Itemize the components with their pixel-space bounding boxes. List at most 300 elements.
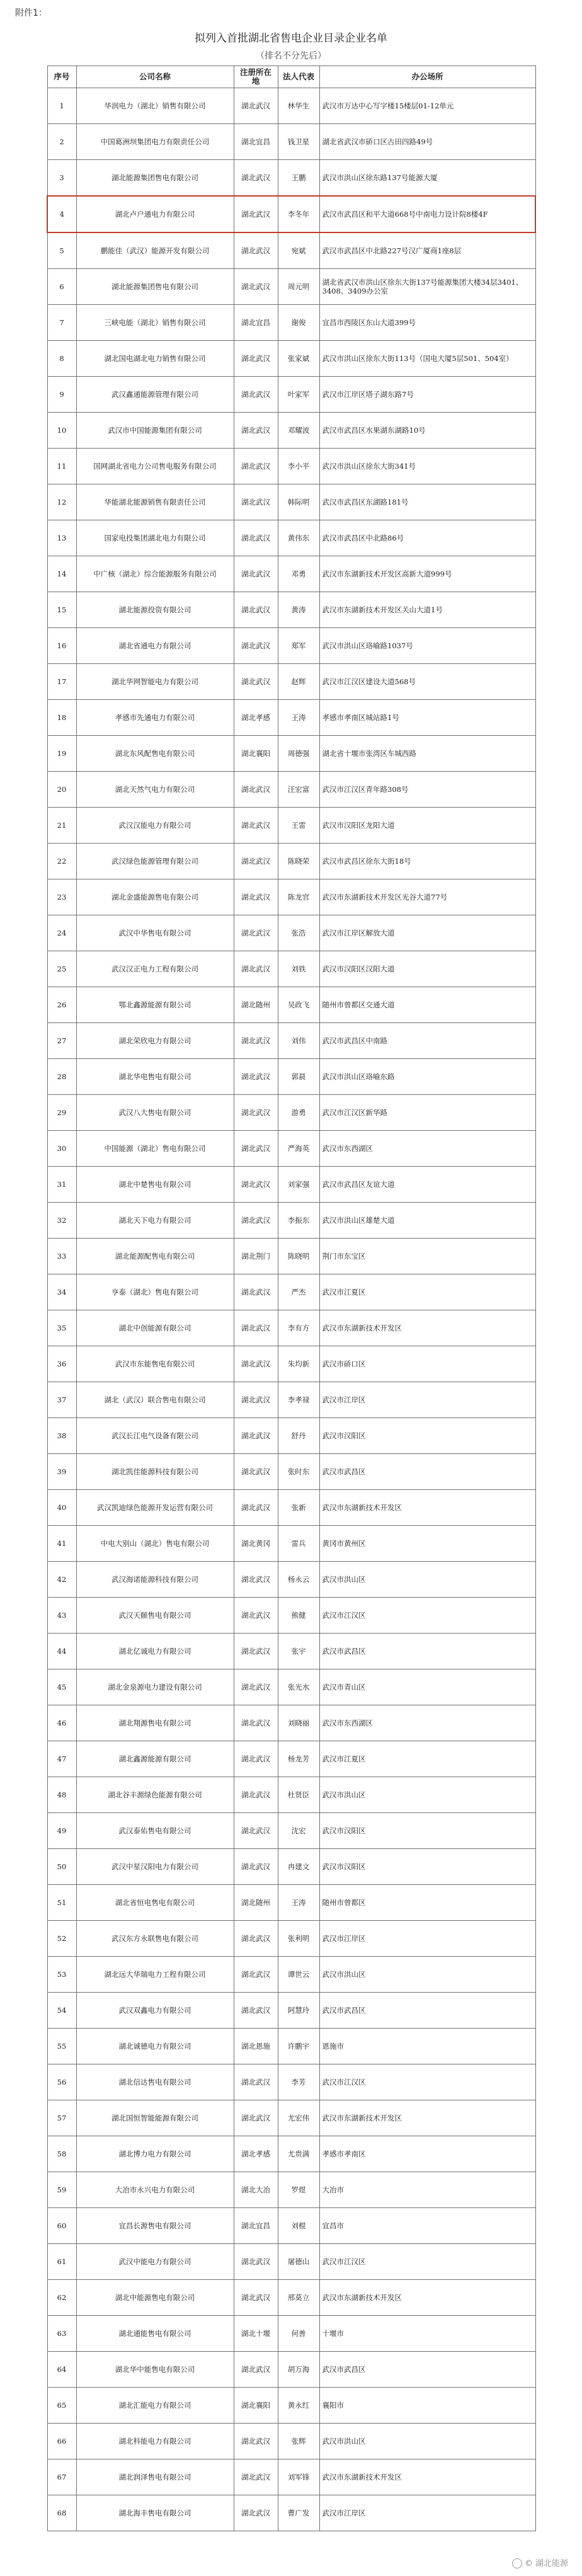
office-address: 武汉市武昌区 — [319, 1454, 535, 1490]
company-name: 武汉汉正电力工程有限公司 — [76, 951, 234, 987]
registered-place: 湖北襄阳 — [234, 2388, 278, 2424]
registered-place: 湖北恩施 — [234, 2029, 278, 2064]
legal-representative: 邢莫立 — [278, 2280, 319, 2316]
row-number: 36 — [47, 1346, 76, 1382]
table-row — [47, 987, 535, 1023]
legal-representative: 严海英 — [278, 1131, 319, 1167]
row-number: 44 — [47, 1634, 76, 1669]
row-number: 53 — [47, 1957, 76, 1993]
row-number: 42 — [47, 1562, 76, 1598]
company-name: 武汉泰佑售电有限公司 — [76, 1813, 234, 1849]
registered-place: 湖北武汉 — [234, 1418, 278, 1454]
row-number: 56 — [47, 2064, 76, 2100]
watermark-text: © 湖北能源 — [524, 2558, 568, 2568]
office-address: 武汉市东湖新技术开发区高新大道999号 — [319, 556, 535, 592]
row-number: 2 — [47, 124, 76, 160]
office-address: 武汉市硚口区 — [319, 1346, 535, 1382]
legal-representative: 汪宏富 — [278, 772, 319, 808]
legal-representative: 张利明 — [278, 1921, 319, 1957]
office-address: 武汉市武昌区徐东大街18号 — [319, 844, 535, 879]
office-address: 武汉市东湖新技术开发区 — [319, 1490, 535, 1526]
table-body — [47, 88, 535, 2531]
table-row — [47, 1203, 535, 1239]
table-row — [47, 449, 535, 484]
table-row — [47, 1131, 535, 1167]
company-name: 鄂北鑫源能源有限公司 — [76, 987, 234, 1023]
company-name: 湖北（武汉）联合售电有限公司 — [76, 1382, 234, 1418]
legal-representative: 陈龙官 — [278, 879, 319, 915]
registered-place: 湖北武汉 — [234, 1023, 278, 1059]
legal-representative: 张时东 — [278, 1454, 319, 1490]
registered-place: 湖北武汉 — [234, 556, 278, 592]
office-address: 武汉市江夏区 — [319, 1274, 535, 1310]
row-number: 39 — [47, 1454, 76, 1490]
company-name: 国网湖北省电力公司售电服务有限公司 — [76, 449, 234, 484]
company-name: 鹏能佳（武汉）能源开发有限公司 — [76, 232, 234, 269]
legal-representative: 王鹏 — [278, 160, 319, 197]
table-row — [47, 160, 535, 197]
row-number: 59 — [47, 2172, 76, 2208]
registered-place: 湖北武汉 — [234, 1131, 278, 1167]
registered-place: 湖北武汉 — [234, 88, 278, 124]
company-name: 中国葛洲坝集团电力有限责任公司 — [76, 124, 234, 160]
document-subtitle: （排名不分先后） — [256, 51, 326, 61]
legal-representative: 许鹏宇 — [278, 2029, 319, 2064]
table-row — [47, 2495, 535, 2531]
table-row — [47, 1885, 535, 1921]
company-name: 湖北金泉源电力建设有限公司 — [76, 1669, 234, 1705]
company-name: 湖北博力电力有限公司 — [76, 2136, 234, 2172]
row-number: 65 — [47, 2388, 76, 2424]
legal-representative: 王雷 — [278, 808, 319, 844]
table-row — [47, 2208, 535, 2244]
registered-place: 湖北武汉 — [234, 1490, 278, 1526]
table-row — [47, 664, 535, 700]
table-row — [47, 2280, 535, 2316]
table-row — [47, 1382, 535, 1418]
legal-representative: 阿慧玲 — [278, 1993, 319, 2029]
table-row — [47, 341, 535, 377]
company-name: 武汉绿色能源管理有限公司 — [76, 844, 234, 879]
table-row — [47, 413, 535, 449]
table-row — [47, 232, 535, 269]
office-address: 武汉市东湖新技术开发区 — [319, 2459, 535, 2495]
table-row — [47, 1562, 535, 1598]
company-name: 湖北省恒电售电有限公司 — [76, 1885, 234, 1921]
registered-place: 湖北武汉 — [234, 1310, 278, 1346]
office-address: 武汉市江汉区 — [319, 2244, 535, 2280]
table-row — [47, 1059, 535, 1095]
office-address: 武汉市江岸区 — [319, 2495, 535, 2531]
table-row — [47, 628, 535, 664]
company-name: 湖北通能售电有限公司 — [76, 2316, 234, 2352]
row-number: 19 — [47, 736, 76, 772]
registered-place: 湖北武汉 — [234, 1634, 278, 1669]
office-address: 武汉市江岸区 — [319, 1382, 535, 1418]
table-row — [47, 1346, 535, 1382]
company-name: 湖北翔源售电有限公司 — [76, 1705, 234, 1741]
table-row — [47, 2100, 535, 2136]
watermark — [512, 2556, 568, 2569]
office-address: 武汉市武昌区东湖路181号 — [319, 484, 535, 520]
row-number: 12 — [47, 484, 76, 520]
office-address: 恩施市 — [319, 2029, 535, 2064]
office-address: 湖北省武汉市洪山区徐东大街137号能源集团大楼34层3401、3408、3409办公室 — [319, 269, 535, 305]
table-row — [47, 951, 535, 987]
office-address: 武汉市洪山区徐东路137号能源大厦 — [319, 160, 535, 197]
row-number: 17 — [47, 664, 76, 700]
table-row — [47, 592, 535, 628]
legal-representative: 李冬年 — [278, 196, 319, 232]
company-name: 湖北华中能售电有限公司 — [76, 2352, 234, 2388]
row-number: 25 — [47, 951, 76, 987]
legal-representative: 韩际明 — [278, 484, 319, 520]
row-number: 1 — [47, 88, 76, 124]
legal-representative: 刘军锋 — [278, 2459, 319, 2495]
table-row — [47, 2064, 535, 2100]
row-number: 27 — [47, 1023, 76, 1059]
row-number: 43 — [47, 1598, 76, 1634]
table-row — [47, 772, 535, 808]
row-number: 14 — [47, 556, 76, 592]
registered-place: 湖北孝感 — [234, 2136, 278, 2172]
company-name: 中广核（湖北）综合能源服务有限公司 — [76, 556, 234, 592]
registered-place: 湖北武汉 — [234, 1669, 278, 1705]
legal-representative: 陈晓明 — [278, 1239, 319, 1274]
company-name: 中电大别山（湖北）售电有限公司 — [76, 1526, 234, 1562]
legal-representative: 刘铁 — [278, 951, 319, 987]
row-number: 8 — [47, 341, 76, 377]
row-number: 48 — [47, 1777, 76, 1813]
registered-place: 湖北武汉 — [234, 772, 278, 808]
company-name: 武汉中星汉阳电力有限公司 — [76, 1849, 234, 1885]
office-address: 武汉市洪山区徐东大街341号 — [319, 449, 535, 484]
table-row — [47, 1023, 535, 1059]
header-company-name: 公司名称 — [76, 66, 234, 88]
company-name: 亨泰（湖北）售电有限公司 — [76, 1274, 234, 1310]
table-row — [47, 1167, 535, 1203]
table-row — [47, 2459, 535, 2495]
table-row — [47, 2424, 535, 2459]
registered-place: 湖北武汉 — [234, 951, 278, 987]
legal-representative: 游勇 — [278, 1095, 319, 1131]
watermark-icon — [512, 2558, 522, 2568]
registered-place: 湖北武汉 — [234, 1598, 278, 1634]
legal-representative: 张辉 — [278, 2424, 319, 2459]
office-address: 武汉市洪山区 — [319, 1777, 535, 1813]
registered-place: 湖北武汉 — [234, 1167, 278, 1203]
row-number: 26 — [47, 987, 76, 1023]
legal-representative: 王涛 — [278, 700, 319, 736]
row-number: 63 — [47, 2316, 76, 2352]
office-address: 武汉市江岸区解放大道 — [319, 915, 535, 951]
row-number: 35 — [47, 1310, 76, 1346]
registered-place: 湖北武汉 — [234, 1741, 278, 1777]
legal-representative: 谢俊 — [278, 305, 319, 341]
table-row — [47, 1705, 535, 1741]
legal-representative: 李小平 — [278, 449, 319, 484]
registered-place: 湖北武汉 — [234, 1203, 278, 1239]
office-address: 武汉市江汉区建设大道568号 — [319, 664, 535, 700]
legal-representative: 黄永红 — [278, 2388, 319, 2424]
office-address: 随州市曾都区 — [319, 1885, 535, 1921]
row-number: 13 — [47, 520, 76, 556]
legal-representative: 尤宏伟 — [278, 2100, 319, 2136]
row-number: 58 — [47, 2136, 76, 2172]
office-address: 武汉市江岸区 — [319, 1921, 535, 1957]
registered-place: 湖北武汉 — [234, 1454, 278, 1490]
company-name: 湖北亿诚电力有限公司 — [76, 1634, 234, 1669]
table-row — [47, 1418, 535, 1454]
company-name: 湖北能源集团售电有限公司 — [76, 269, 234, 305]
office-address: 武汉市东湖新技术开发区 — [319, 2280, 535, 2316]
row-number: 34 — [47, 1274, 76, 1310]
company-name: 武汉中能电力有限公司 — [76, 2244, 234, 2280]
company-name: 华润电力（湖北）销售有限公司 — [76, 88, 234, 124]
registered-place: 湖北武汉 — [234, 1346, 278, 1382]
table-row — [47, 1454, 535, 1490]
header-registered-place: 注册所在地 — [234, 66, 278, 88]
row-number: 46 — [47, 1705, 76, 1741]
row-number: 29 — [47, 1095, 76, 1131]
row-number: 31 — [47, 1167, 76, 1203]
office-address: 湖北省十堰市张湾区车城西路 — [319, 736, 535, 772]
office-address: 武汉市万达中心写字楼15楼层01-12单元 — [319, 88, 535, 124]
registered-place: 湖北武汉 — [234, 449, 278, 484]
legal-representative: 曹广发 — [278, 2495, 319, 2531]
office-address: 襄阳市 — [319, 2388, 535, 2424]
office-address: 武汉市武昌区 — [319, 1634, 535, 1669]
legal-representative: 王涛 — [278, 1885, 319, 1921]
table-row — [47, 196, 535, 232]
company-table — [47, 66, 536, 2531]
table-row — [47, 484, 535, 520]
registered-place: 湖北武汉 — [234, 2352, 278, 2388]
company-name: 湖北中能源售电有限公司 — [76, 2280, 234, 2316]
legal-representative: 尤贵满 — [278, 2136, 319, 2172]
legal-representative: 罗煜 — [278, 2172, 319, 2208]
legal-representative: 刘晓丽 — [278, 1705, 319, 1741]
row-number: 45 — [47, 1669, 76, 1705]
row-number: 28 — [47, 1059, 76, 1095]
document-title: 拟列入首批湖北省售电企业目录企业名单 — [195, 32, 387, 45]
registered-place: 湖北十堰 — [234, 2316, 278, 2352]
row-number: 7 — [47, 305, 76, 341]
row-number: 68 — [47, 2495, 76, 2531]
legal-representative: 杨永云 — [278, 1562, 319, 1598]
legal-representative: 黄涛 — [278, 592, 319, 628]
row-number: 22 — [47, 844, 76, 879]
row-number: 38 — [47, 1418, 76, 1454]
row-number: 10 — [47, 413, 76, 449]
row-number: 62 — [47, 2280, 76, 2316]
company-name: 湖北天然气电力有限公司 — [76, 772, 234, 808]
registered-place: 湖北武汉 — [234, 484, 278, 520]
legal-representative: 张家斌 — [278, 341, 319, 377]
registered-place: 湖北大冶 — [234, 2172, 278, 2208]
table-row — [47, 736, 535, 772]
table-row — [47, 915, 535, 951]
table-row — [47, 1239, 535, 1274]
row-number: 24 — [47, 915, 76, 951]
table-row — [47, 556, 535, 592]
table-row — [47, 377, 535, 413]
header-legal-rep: 法人代表 — [278, 66, 319, 88]
row-number: 64 — [47, 2352, 76, 2388]
office-address: 武汉市江汉区青年路308号 — [319, 772, 535, 808]
legal-representative: 陈晓荣 — [278, 844, 319, 879]
office-address: 武汉市洪山区珞喻东路 — [319, 1059, 535, 1095]
registered-place: 湖北武汉 — [234, 232, 278, 269]
office-address: 大冶市 — [319, 2172, 535, 2208]
registered-place: 湖北襄阳 — [234, 736, 278, 772]
office-address: 随州市曾都区交通大道 — [319, 987, 535, 1023]
legal-representative: 沈宏 — [278, 1813, 319, 1849]
legal-representative: 刘家强 — [278, 1167, 319, 1203]
legal-representative: 郭晨 — [278, 1059, 319, 1095]
registered-place: 湖北武汉 — [234, 1382, 278, 1418]
row-number: 15 — [47, 592, 76, 628]
header-no: 序号 — [47, 66, 76, 88]
table-row — [47, 1598, 535, 1634]
registered-place: 湖北武汉 — [234, 2459, 278, 2495]
company-name: 湖北能源集团售电有限公司 — [76, 160, 234, 197]
table-row — [47, 2244, 535, 2280]
registered-place: 湖北武汉 — [234, 2064, 278, 2100]
company-name: 武汉八大售电有限公司 — [76, 1095, 234, 1131]
registered-place: 湖北武汉 — [234, 1095, 278, 1131]
registered-place: 湖北武汉 — [234, 2244, 278, 2280]
registered-place: 湖北宜昌 — [234, 2208, 278, 2244]
table-row — [47, 1274, 535, 1310]
table-row — [47, 1490, 535, 1526]
row-number: 52 — [47, 1921, 76, 1957]
registered-place: 湖北武汉 — [234, 2495, 278, 2531]
legal-representative: 林华生 — [278, 88, 319, 124]
office-address: 武汉市汉阳区龙阳大道 — [319, 808, 535, 844]
row-number: 41 — [47, 1526, 76, 1562]
row-number: 21 — [47, 808, 76, 844]
row-number: 37 — [47, 1382, 76, 1418]
table-row — [47, 700, 535, 736]
table-row — [47, 879, 535, 915]
registered-place: 湖北武汉 — [234, 844, 278, 879]
row-number: 5 — [47, 232, 76, 269]
table-row — [47, 124, 535, 160]
registered-place: 湖北武汉 — [234, 1993, 278, 2029]
office-address: 武汉市洪山区 — [319, 1957, 535, 1993]
table-row — [47, 1813, 535, 1849]
office-address: 武汉市东西湖区 — [319, 1705, 535, 1741]
legal-representative: 宛斌 — [278, 232, 319, 269]
office-address: 武汉市汉阳区 — [319, 1813, 535, 1849]
table-row — [47, 1957, 535, 1993]
legal-representative: 邓耀波 — [278, 413, 319, 449]
legal-representative: 熊健 — [278, 1598, 319, 1634]
row-number: 47 — [47, 1741, 76, 1777]
legal-representative: 黄伟东 — [278, 520, 319, 556]
row-number: 11 — [47, 449, 76, 484]
row-number: 51 — [47, 1885, 76, 1921]
company-name: 湖北国电湖北电力销售有限公司 — [76, 341, 234, 377]
company-name: 武汉市东能售电有限公司 — [76, 1346, 234, 1382]
company-name: 中国能源（湖北）售电有限公司 — [76, 1131, 234, 1167]
company-name: 湖北诚德电力有限公司 — [76, 2029, 234, 2064]
row-number: 54 — [47, 1993, 76, 2029]
legal-representative: 严杰 — [278, 1274, 319, 1310]
registered-place: 湖北武汉 — [234, 628, 278, 664]
registered-place: 湖北武汉 — [234, 592, 278, 628]
row-number: 18 — [47, 700, 76, 736]
company-name: 湖北华网智能电力有限公司 — [76, 664, 234, 700]
registered-place: 湖北武汉 — [234, 341, 278, 377]
company-name: 湖北能源投资有限公司 — [76, 592, 234, 628]
office-address: 孝感市孝南区 — [319, 2136, 535, 2172]
legal-representative: 周德强 — [278, 736, 319, 772]
legal-representative: 李振东 — [278, 1203, 319, 1239]
registered-place: 湖北随州 — [234, 987, 278, 1023]
registered-place: 湖北荆门 — [234, 1239, 278, 1274]
table-row — [47, 1526, 535, 1562]
office-address: 武汉市武昌区 — [319, 2352, 535, 2388]
row-number: 6 — [47, 269, 76, 305]
company-name: 国家电投集团湖北电力有限公司 — [76, 520, 234, 556]
company-name: 孝感市先通电力有限公司 — [76, 700, 234, 736]
legal-representative: 张浩 — [278, 915, 319, 951]
office-address: 黄冈市黄州区 — [319, 1526, 535, 1562]
table-row — [47, 1095, 535, 1131]
office-address: 武汉市武昌区中北路227号汉广厦商1座8层 — [319, 232, 535, 269]
registered-place: 湖北随州 — [234, 1885, 278, 1921]
company-name: 湖北中创能源有限公司 — [76, 1310, 234, 1346]
table-row — [47, 2388, 535, 2424]
legal-representative: 邓勇 — [278, 556, 319, 592]
table-row — [47, 1993, 535, 2029]
company-name: 湖北荣欣电力有限公司 — [76, 1023, 234, 1059]
row-number: 33 — [47, 1239, 76, 1274]
registered-place: 湖北武汉 — [234, 413, 278, 449]
office-address: 武汉市东湖新技术开发区光谷大道77号 — [319, 879, 535, 915]
company-name: 三峡电能（湖北）销售有限公司 — [76, 305, 234, 341]
registered-place: 湖北武汉 — [234, 1849, 278, 1885]
company-name: 湖北能源配售电有限公司 — [76, 1239, 234, 1274]
office-address: 武汉市汉阳区汉阳大道 — [319, 951, 535, 987]
company-name: 湖北省通电力有限公司 — [76, 628, 234, 664]
office-address: 武汉市汉阳区 — [319, 1418, 535, 1454]
registered-place: 湖北武汉 — [234, 2280, 278, 2316]
company-name: 湖北金盛能源售电有限公司 — [76, 879, 234, 915]
company-name: 武汉鑫通能源管理有限公司 — [76, 377, 234, 413]
office-address: 武汉市东湖新技术开发区 — [319, 1310, 535, 1346]
row-number: 55 — [47, 2029, 76, 2064]
office-address: 武汉市洪山区 — [319, 1562, 535, 1598]
legal-representative: 刘伟 — [278, 1023, 319, 1059]
company-name: 武汉天颐售电有限公司 — [76, 1598, 234, 1634]
table-row — [47, 1634, 535, 1669]
company-name: 大冶市永兴电力有限公司 — [76, 2172, 234, 2208]
legal-representative: 朱均新 — [278, 1346, 319, 1382]
registered-place: 湖北武汉 — [234, 2424, 278, 2459]
registered-place: 湖北宜昌 — [234, 305, 278, 341]
registered-place: 湖北孝感 — [234, 700, 278, 736]
row-number: 9 — [47, 377, 76, 413]
row-number: 20 — [47, 772, 76, 808]
row-number: 30 — [47, 1131, 76, 1167]
office-address: 荆门市东宝区 — [319, 1239, 535, 1274]
office-address: 孝感市孝南区城站路1号 — [319, 700, 535, 736]
legal-representative: 张新 — [278, 1490, 319, 1526]
company-name: 华能湖北能源销售有限责任公司 — [76, 484, 234, 520]
